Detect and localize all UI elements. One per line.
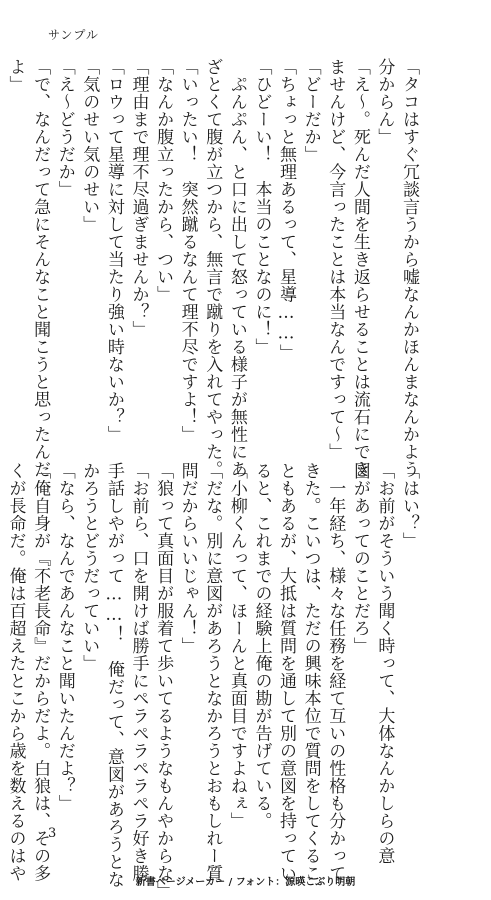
text-line: 「はい？」 [399,462,419,550]
text-line: 「だな。別に意図があろうとなかろうとおもしれー質 [202,462,223,882]
text-line: ませんけど、今言ったことは本当なんですって～」 [325,58,346,461]
text-line: ぷんぷん、と口に出して怒っている様子が無性にあ [226,58,247,478]
text-line: くが長命だ。俺は百超えたとこから歳を数えるのはや [5,462,26,882]
text-line: 「ちょっと無理あるって、星導……」 [276,58,297,362]
text-line: 「狼って真面目が服着て歩いてるようなもんやからな」 [153,462,174,900]
text-line: 「なんか腹立ったから、つい」 [153,58,174,303]
text-line: 手話しやがって……！ 俺だって、意図があろうとな [103,462,124,888]
text-line: 「小柳くんって、ほーんと真面目ですよねぇ」 [226,462,247,830]
text-line: 「で、なんだって急にそんなこと聞こうと思ったんだ [30,58,51,478]
text-line: 「気のせい気のせい」 [79,58,100,233]
text-line: 「理由まで理不尽過ぎませんか？」 [128,58,149,338]
text-line: 「ロウって星導に対して当たり強い時ないか？」 [103,58,124,443]
text-line: 「いったい！ 突然蹴るなんて理不尽ですよ！」 [177,58,198,443]
text-line: 「俺自身が『不老長命』だからだよ。白狼は、その多 [30,462,51,882]
text-line: 「お前がそういう聞く時って、大体なんかしらの意 [374,462,395,865]
page-number: 3 [48,826,57,841]
text-line: ともあるが、大抵は質問を通して別の意図を持ってい [276,462,297,882]
text-line: かろうとどうだっていい」 [79,462,100,672]
text-line: 一年経ち、様々な任務を経て互いの性格も分かって [325,462,346,882]
text-block-upper [3,58,421,478]
text-line: 図があってのことだろ」 [349,462,370,655]
text-line: 「どーだか」 [300,58,321,163]
text-line: ると、これまでの経験上俺の勘が告げている。 [251,462,272,830]
sample-label: サンプル [48,28,99,42]
text-line: きた。こいつは、ただの興味本位で質問をしてくるこ [300,462,321,882]
text-line: 「ひどーい！ 本当のことなのに！」 [251,58,272,356]
text-line: 分からん」 [374,58,395,146]
text-line: 「え～どうだか」 [54,58,75,198]
footer-credit: 新書ページメーカー / フォント：源暎こぶり明朝 [135,877,356,888]
text-line: よ」 [5,58,26,93]
text-line: ざとくて腹が立つから、無言で蹴りを入れてやった。 [202,58,223,478]
text-line: 「なら、なんであんなこと聞いたんだよ？」 [54,462,75,812]
text-line: 「え～。死んだ人間を生き返らせることは流石にでき [349,58,370,478]
text-line: 「タコはすぐ冗談言うから嘘なんかほんまなんかよう [399,58,419,478]
text-line: 「お前ら、口を開けば勝手にペラペラペラペラ好き勝 [128,462,149,882]
text-line: 問だからいいじゃん！」 [177,462,198,655]
